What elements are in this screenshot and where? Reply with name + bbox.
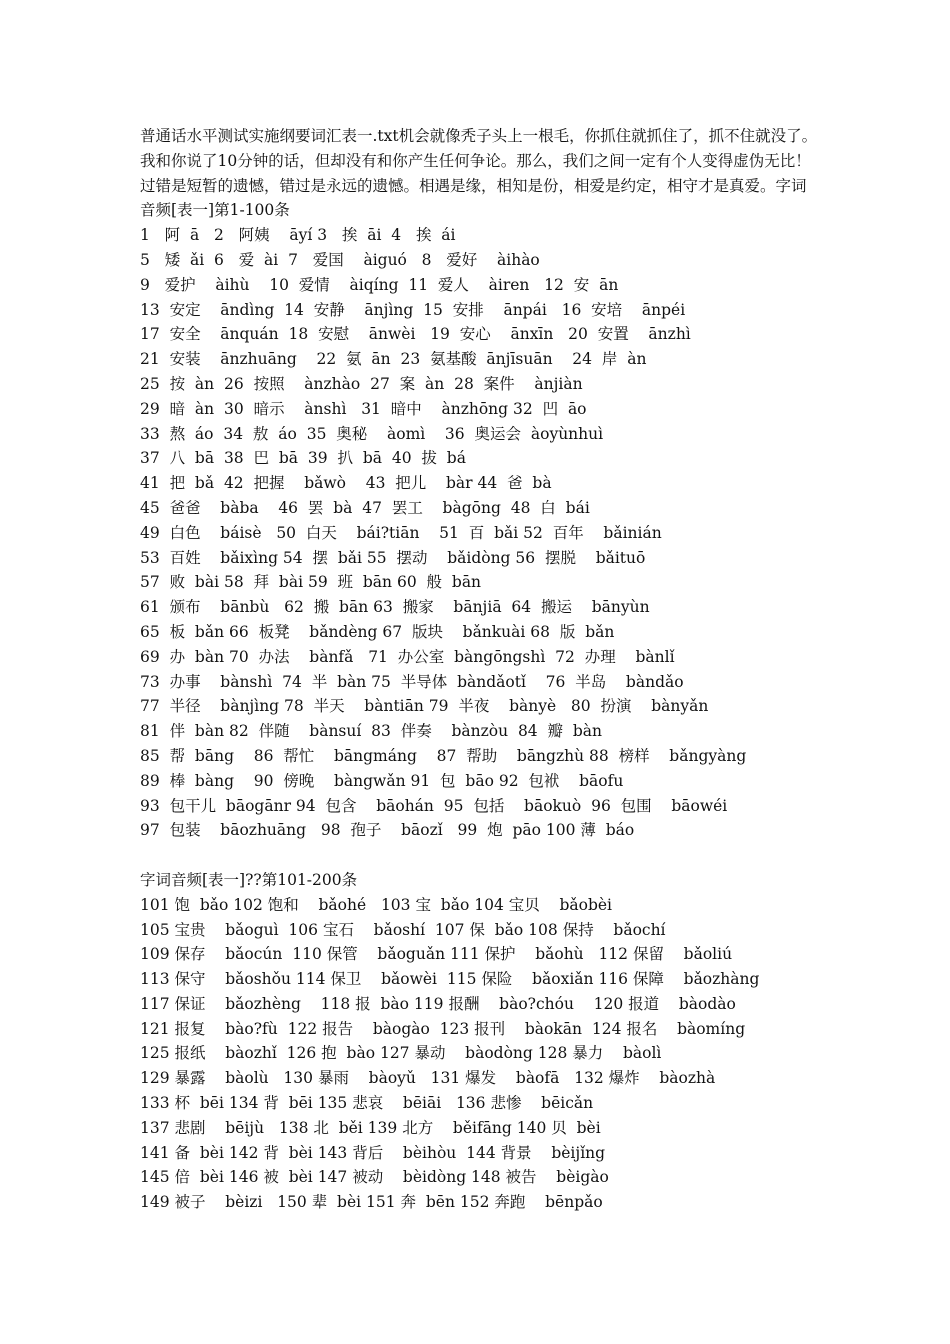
vocab-row: 37 八 bā 38 巴 bā 39 扒 bā 40 拔 bá [140, 449, 466, 468]
vocab-row: 61 颁布 bānbù 62 搬 bān 63 搬家 bānjiā 64 搬运 bānyùn [140, 598, 650, 617]
vocab-row: 77 半径 bànjìng 78 半天 bàntiān 79 半夜 bànyè 80 扮演 bànyǎn [140, 697, 709, 716]
intro-paragraph: 普通话水平测试实施纲要词汇表一.txt机会就像秃子头上一根毛，你抓住就抓住了，抓不住就没了。我和你说了10分钟的话，但却没有和你产生任何争论。那么，我们之间一定有个人变得虚伪无比！过错是短暂的遗憾，错过是永远的遗憾。相遇是缘，相知是份，相爱是约定，相守才是真爱。字词音频[表一]第1-100条 [140, 127, 818, 220]
vocab-row: 137 悲剧 bēijù 138 北 běi 139 北方 běifāng 140 贝 bèi [140, 1118, 601, 1137]
vocab-row: 89 棒 bàng 90 傍晚 bàngwǎn 91 包 bāo 92 包袱 bāofu [140, 771, 624, 790]
vocab-row: 57 败 bài 58 拜 bài 59 班 bān 60 般 bān [140, 573, 482, 592]
vocab-row: 141 备 bèi 142 背 bèi 143 背后 bèihòu 144 背景 bèijǐng [140, 1143, 606, 1162]
vocab-row: 81 伴 bàn 82 伴随 bànsuí 83 伴奏 bànzòu 84 瓣 bàn [140, 722, 603, 741]
vocab-row: 97 包装 bāozhuāng 98 孢子 bāozǐ 99 炮 pāo 100 薄 báo [140, 821, 635, 840]
vocab-section-1 [140, 223, 820, 843]
vocab-row: 133 杯 bēi 134 背 bēi 135 悲哀 bēiāi 136 悲惨 bēicǎn [140, 1094, 594, 1113]
vocab-row: 1 阿 ā 2 阿姨 āyí 3 挨 āi 4 挨 ái [140, 226, 456, 245]
vocab-row: 17 安全 ānquán 18 安慰 ānwèi 19 安心 ānxīn 20 安置 ānzhì [140, 325, 691, 344]
vocab-row: 93 包干儿 bāogānr 94 包含 bāohán 95 包括 bāokuò 96 包围 bāowéi [140, 796, 728, 815]
vocab-row: 117 保证 bǎozhèng 118 报 bào 119 报酬 bào?chóu 120 报道 bàodào [140, 994, 736, 1013]
vocab-row: 125 报纸 bàozhǐ 126 抱 bào 127 暴动 bàodòng 128 暴力 bàolì [140, 1044, 662, 1063]
vocab-row: 121 报复 bào?fù 122 报告 bàogào 123 报刊 bàokān 124 报名 bàomíng [140, 1019, 746, 1038]
document-body [140, 124, 820, 1215]
vocab-row: 53 百姓 bǎixìng 54 摆 bǎi 55 摆动 bǎidòng 56 摆脱 bǎituō [140, 548, 646, 567]
vocab-row: 5 矮 ǎi 6 爱 ài 7 爱国 àiguó 8 爱好 àihào [140, 250, 540, 269]
vocab-row: 65 板 bǎn 66 板凳 bǎndèng 67 版块 bǎnkuài 68 版 bǎn [140, 622, 615, 641]
vocab-row: 21 安装 ānzhuāng 22 氨 ān 23 氨基酸 ānjīsuān 24 岸 àn [140, 350, 647, 369]
vocab-row: 145 倍 bèi 146 被 bèi 147 被动 bèidòng 148 被告 bèigào [140, 1168, 609, 1187]
vocab-row: 41 把 bǎ 42 把握 bǎwò 43 把儿 bàr 44 爸 bà [140, 474, 552, 493]
vocab-row: 85 帮 bāng 86 帮忙 bāngmáng 87 帮助 bāngzhù 88 榜样 bǎngyàng [140, 746, 747, 765]
vocab-row: 149 被子 bèizi 150 辈 bèi 151 奔 bēn 152 奔跑 bēnpǎo [140, 1193, 603, 1212]
vocab-row: 49 白色 báisè 50 白天 bái?tiān 51 百 bǎi 52 百年 bǎinián [140, 523, 662, 542]
vocab-row: 73 办事 bànshì 74 半 bàn 75 半导体 bàndǎotǐ 76 半岛 bàndǎo [140, 672, 684, 691]
section-title: 字词音频[表一]??第101-200条 [140, 870, 358, 889]
vocab-row: 129 暴露 bàolù 130 暴雨 bàoyǔ 131 爆发 bàofā 132 爆炸 bàozhà [140, 1069, 716, 1088]
vocab-row: 101 饱 bǎo 102 饱和 bǎohé 103 宝 bǎo 104 宝贝 bǎobèi [140, 895, 612, 914]
vocab-row: 45 爸爸 bàba 46 罢 bà 47 罢工 bàgōng 48 白 bái [140, 498, 590, 517]
vocab-row: 109 保存 bǎocún 110 保管 bǎoguǎn 111 保护 bǎohù 112 保留 bǎoliú [140, 945, 733, 964]
vocab-row: 13 安定 āndìng 14 安静 ānjìng 15 安排 ānpái 16 安培 ānpéi [140, 300, 686, 319]
vocab-row: 29 暗 àn 30 暗示 ànshì 31 暗中 ànzhōng 32 凹 āo [140, 399, 587, 418]
vocab-row: 9 爱护 àihù 10 爱情 àiqíng 11 爱人 àiren 12 安 ān [140, 275, 619, 294]
vocab-section-2 [140, 893, 820, 1215]
vocab-row: 33 熬 áo 34 敖 áo 35 奥秘 àomì 36 奥运会 àoyùnhuì [140, 424, 604, 443]
vocab-row: 25 按 àn 26 按照 ànzhào 27 案 àn 28 案件 ànjiàn [140, 374, 583, 393]
vocab-row: 113 保守 bǎoshǒu 114 保卫 bǎowèi 115 保险 bǎoxiǎn 116 保障 bǎozhàng [140, 970, 760, 989]
vocab-row: 69 办 bàn 70 办法 bànfǎ 71 办公室 bàngōngshì 72 办理 bànlǐ [140, 647, 675, 666]
vocab-row: 105 宝贵 bǎoguì 106 宝石 bǎoshí 107 保 bǎo 108 保持 bǎochí [140, 920, 666, 939]
